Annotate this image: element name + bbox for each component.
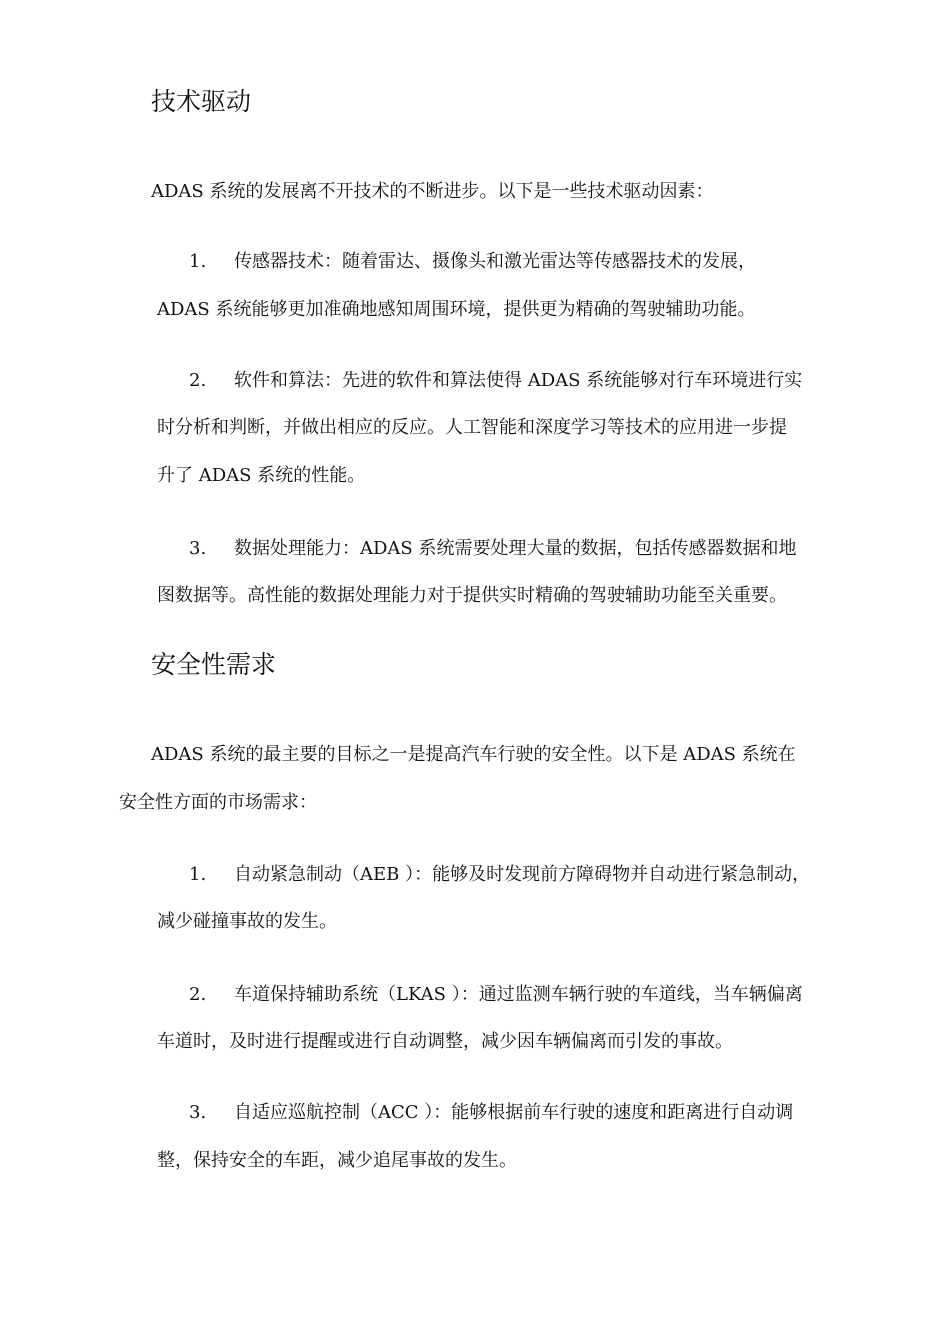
- list-item-text: ADAS 系统能够更加准确地感知周围环境，提供更为精确的驾驶辅助功能。: [157, 299, 756, 320]
- list-item-text: 传感器技术：随着雷达、摄像头和激光雷达等传感器技术的发展，: [234, 251, 756, 272]
- section-intro: ADAS 系统的发展离不开技术的不断进步。以下是一些技术驱动因素：: [151, 181, 714, 202]
- list-item-number: 3.: [189, 1102, 207, 1123]
- section-intro: ADAS 系统的最主要的目标之一是提高汽车行驶的安全性。以下是 ADAS 系统在: [151, 744, 796, 765]
- list-item-number: 3.: [189, 538, 207, 559]
- list-item-text: 升了 ADAS 系统的性能。: [157, 465, 366, 486]
- list-item-text: 数据处理能力：ADAS 系统需要处理大量的数据，包括传感器数据和地: [234, 538, 797, 559]
- list-item-text: 车道时，及时进行提醒或进行自动调整，减少因车辆偏离而引发的事故。: [157, 1031, 733, 1052]
- list-item-text: 时分析和判断，并做出相应的反应。人工智能和深度学习等技术的应用进一步提: [157, 417, 787, 438]
- list-item-text: 车道保持辅助系统（LKAS ）：通过监测车辆行驶的车道线，当车辆偏离: [234, 984, 803, 1005]
- list-item-number: 2.: [189, 370, 207, 391]
- list-item-text: 自动紧急制动（AEB ）：能够及时发现前方障碍物并自动进行紧急制动，: [234, 864, 811, 885]
- list-item-text: 减少碰撞事故的发生。: [157, 911, 337, 932]
- list-item-number: 1.: [189, 251, 207, 272]
- list-item-number: 2.: [189, 984, 207, 1005]
- list-item-text: 图数据等。高性能的数据处理能力对于提供实时精确的驾驶辅助功能至关重要。: [157, 585, 787, 606]
- section-intro: 安全性方面的市场需求：: [119, 792, 317, 813]
- list-item-text: 软件和算法：先进的软件和算法使得 ADAS 系统能够对行车环境进行实: [234, 370, 803, 391]
- list-item-number: 1.: [189, 864, 207, 885]
- list-item-text: 自适应巡航控制（ACC ）：能够根据前车行驶的速度和距离进行自动调: [234, 1102, 794, 1123]
- list-item-text: 整，保持安全的车距，减少追尾事故的发生。: [157, 1150, 517, 1171]
- section-heading-tech-drivers: 技术驱动: [151, 87, 252, 116]
- section-heading-safety-requirements: 安全性需求: [151, 650, 277, 679]
